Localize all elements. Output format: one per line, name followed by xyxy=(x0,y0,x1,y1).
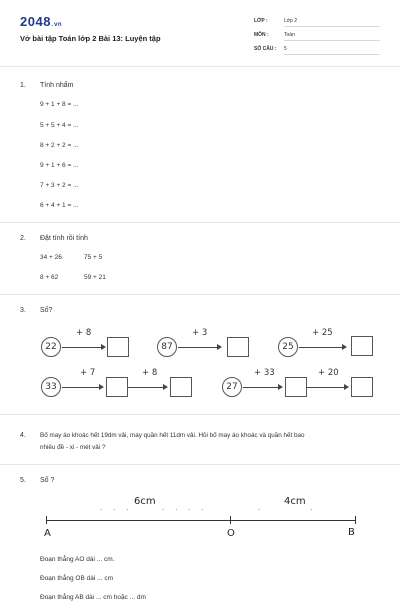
arrow-right-icon xyxy=(299,347,343,348)
q3-operation: + 7 xyxy=(80,368,96,378)
logo-suffix: .vn xyxy=(51,22,63,28)
arrow-right-icon xyxy=(243,387,279,388)
q1-line: 9 + 1 + 6 = ... xyxy=(40,162,79,169)
q3-start-number: 22 xyxy=(41,337,61,357)
header-divider xyxy=(0,66,400,67)
arrow-right-icon xyxy=(307,387,345,388)
q3-operation: + 8 xyxy=(142,368,158,378)
q5-number: 5. xyxy=(20,477,26,484)
q3-answer-box[interactable] xyxy=(106,377,128,397)
q3-answer-box[interactable] xyxy=(351,377,373,397)
q5-line: Đoạn thẳng OB dài ... cm xyxy=(40,575,113,582)
q3-operation: + 25 xyxy=(312,328,333,338)
point-b-label: B xyxy=(348,527,355,538)
count-label: SỐ CÂU : xyxy=(254,46,277,52)
q2-expr: 75 + 5 xyxy=(84,254,103,261)
arrow-right-icon xyxy=(128,387,164,388)
q5-text: Số ? xyxy=(40,477,55,484)
subject-label: MÔN : xyxy=(254,32,269,38)
q2-divider xyxy=(0,294,400,295)
class-value: Lớp 2 xyxy=(284,18,380,27)
q5-line: Đoạn thẳng AB dài ... cm hoặc ... dm xyxy=(40,594,146,601)
q2-expr: 59 + 21 xyxy=(84,274,106,281)
q3-start-number: 27 xyxy=(222,377,242,397)
dimension-dots: . xyxy=(310,502,317,512)
point-b-tick xyxy=(355,516,356,524)
q3-operation: + 8 xyxy=(76,328,92,338)
q3-operation: + 20 xyxy=(318,368,339,378)
q1-line: 5 + 5 + 4 = ... xyxy=(40,122,79,129)
page-title: Vở bài tập Toán lớp 2 Bài 13: Luyện tập xyxy=(20,34,161,43)
q1-line: 8 + 2 + 2 = ... xyxy=(40,142,79,149)
q1-line: 6 + 4 + 1 = ... xyxy=(40,202,79,209)
point-o-label: O xyxy=(227,528,235,539)
arrow-right-icon xyxy=(62,387,100,388)
q2-text: Đặt tính rồi tính xyxy=(40,235,88,242)
count-value: 5 xyxy=(284,46,380,55)
dimension-dots: . . . xyxy=(100,502,133,512)
dimension-dots: . . . . xyxy=(162,502,208,512)
arrow-right-icon xyxy=(62,347,102,348)
q3-start-number: 25 xyxy=(278,337,298,357)
arrow-right-icon xyxy=(178,347,218,348)
dimension-dots: . xyxy=(258,502,265,512)
class-label: LỚP : xyxy=(254,18,268,24)
point-a-label: A xyxy=(44,528,51,539)
q3-start-number: 87 xyxy=(157,337,177,357)
q3-operation: + 33 xyxy=(254,368,275,378)
point-a-tick xyxy=(46,516,47,524)
q3-answer-box[interactable] xyxy=(285,377,307,397)
q2-expr: 34 + 26 xyxy=(40,254,62,261)
q2-number: 2. xyxy=(20,235,26,242)
q3-text: Số? xyxy=(40,307,53,314)
q1-divider xyxy=(0,222,400,223)
subject-value: Toán xyxy=(284,32,380,41)
q5-line: Đoạn thẳng AO dài ... cm. xyxy=(40,556,115,563)
q3-divider xyxy=(0,414,400,415)
q1-line: 7 + 3 + 2 = ... xyxy=(40,182,79,189)
q3-answer-box[interactable] xyxy=(107,337,129,357)
q4-divider xyxy=(0,464,400,465)
q4-text-line1: Bố may áo khoác hết 19dm vải, may quần hết 11dm vải. Hỏi bố may áo khoác và quần hết bao xyxy=(40,432,305,439)
q3-answer-box[interactable] xyxy=(351,336,373,356)
line-segment-ab xyxy=(46,520,356,521)
q3-number: 3. xyxy=(20,307,26,314)
q4-number: 4. xyxy=(20,432,26,439)
segment-ob-length: 4cm xyxy=(284,496,306,507)
q1-line: 9 + 1 + 8 = ... xyxy=(40,101,79,108)
q3-answer-box[interactable] xyxy=(170,377,192,397)
logo-text: 2048 xyxy=(20,14,51,29)
q1-number: 1. xyxy=(20,82,26,89)
site-logo[interactable] xyxy=(20,14,62,29)
q3-answer-box[interactable] xyxy=(227,337,249,357)
q1-text: Tính nhẩm xyxy=(40,82,74,89)
q3-operation: + 3 xyxy=(192,328,208,338)
q4-text-line2: nhiêu đề - xi - mét vải ? xyxy=(40,444,106,451)
point-o-tick xyxy=(230,516,231,524)
q3-start-number: 33 xyxy=(41,377,61,397)
q2-expr: 8 + 62 xyxy=(40,274,59,281)
segment-ao-length: 6cm xyxy=(134,496,156,507)
